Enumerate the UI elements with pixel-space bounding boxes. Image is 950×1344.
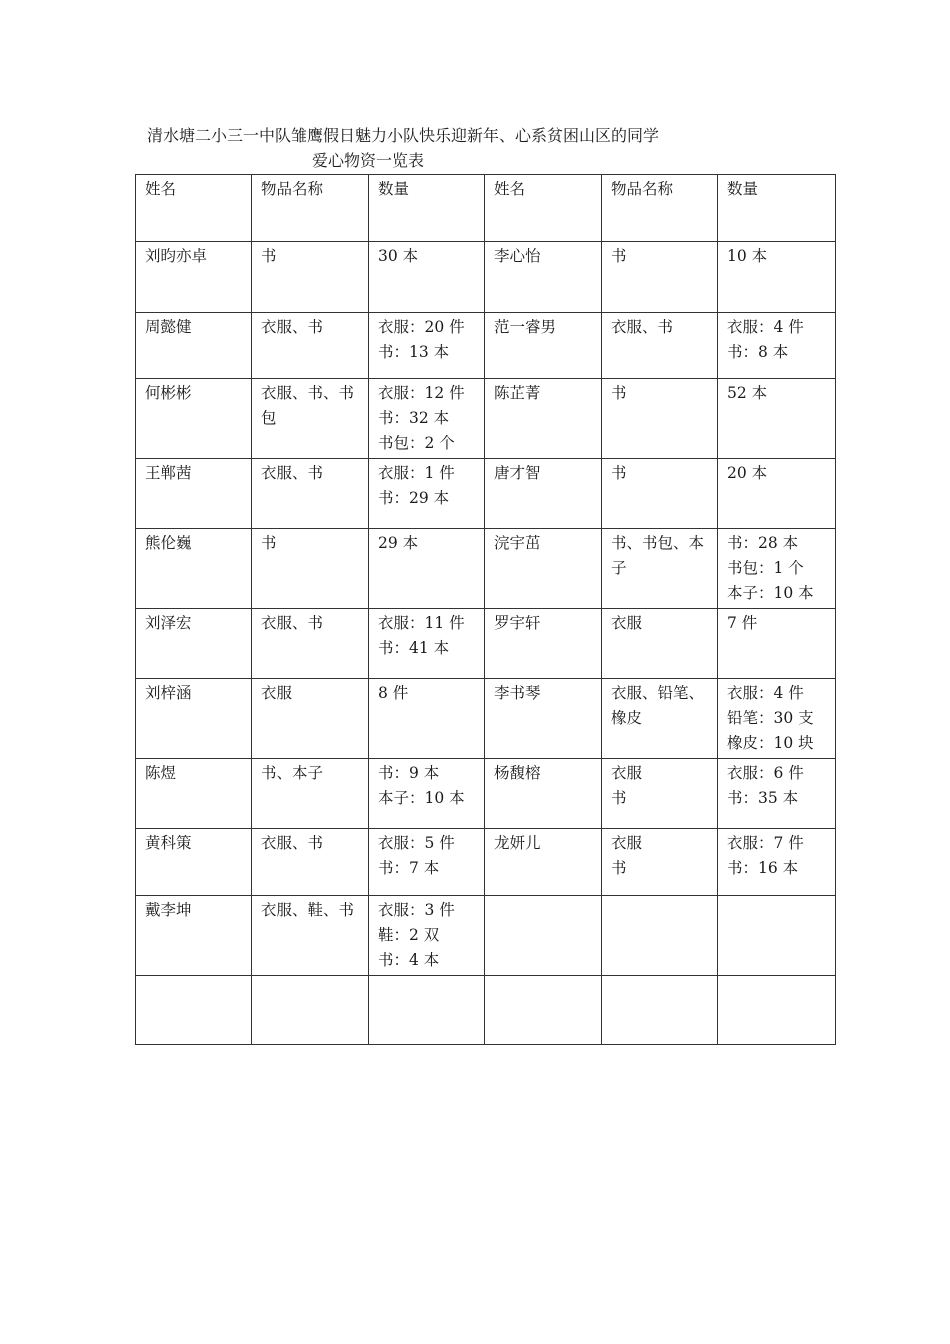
cell-text-line: 书：8 本 [727, 343, 789, 361]
cell-text-line: 8 件 [378, 684, 409, 702]
cell-text-line: 衣服 [611, 834, 643, 852]
cell-text-line: 李书琴 [494, 684, 541, 702]
cell-item [252, 829, 369, 896]
cell-text-line: 书：29 本 [378, 489, 450, 507]
cell-quantity [369, 759, 485, 829]
cell-name [136, 896, 252, 976]
table-header-row [136, 175, 836, 242]
cell-text-line: 罗宇轩 [494, 614, 541, 632]
cell-text-line: 书 [611, 384, 627, 402]
cell-text-line: 衣服、书 [611, 318, 674, 336]
cell-text-line: 何彬彬 [145, 384, 192, 402]
cell-text-line: 书：35 本 [727, 789, 799, 807]
cell-text-line: 书：9 本 [378, 764, 440, 782]
table-row [136, 829, 836, 896]
cell-text-line: 本子：10 本 [727, 584, 814, 602]
cell-quantity [369, 976, 485, 1045]
cell-item [252, 459, 369, 529]
cell-text-line: 衣服：6 件 [727, 764, 804, 782]
cell-name [136, 459, 252, 529]
header-quantity-1: 数量 [369, 175, 485, 242]
cell-text-line: 衣服、铅笔、橡皮 [611, 684, 705, 727]
table-row [136, 379, 836, 459]
cell-text-line: 衣服、书 [261, 614, 324, 632]
cell-text-line: 书：16 本 [727, 859, 799, 877]
cell-text-line: 衣服：4 件 [727, 684, 804, 702]
cell-text-line: 书 [261, 534, 277, 552]
cell-text-line: 衣服 [611, 764, 643, 782]
document-title: 清水塘二小三一中队雏鹰假日魅力小队快乐迎新年、心系贫困山区的同学 [147, 126, 660, 145]
cell-name [136, 679, 252, 759]
cell-item [602, 459, 718, 529]
cell-name [136, 829, 252, 896]
cell-name [136, 976, 252, 1045]
cell-text-line: 29 本 [378, 534, 419, 552]
cell-name [136, 313, 252, 379]
header-name-2: 姓名 [485, 175, 602, 242]
cell-item [252, 976, 369, 1045]
cell-text-line: 黄科策 [145, 834, 192, 852]
cell-name [136, 529, 252, 609]
cell-text-line: 衣服 [611, 614, 643, 632]
cell-text-line: 书：4 本 [378, 951, 440, 969]
cell-text-line: 衣服、书 [261, 318, 324, 336]
cell-quantity [718, 609, 836, 679]
cell-name [485, 609, 602, 679]
table-row [136, 459, 836, 529]
cell-text-line: 衣服：3 件 [378, 901, 455, 919]
cell-text-line: 书 [611, 247, 627, 265]
cell-item [252, 896, 369, 976]
cell-quantity [369, 896, 485, 976]
cell-text-line: 书 [611, 464, 627, 482]
cell-text-line: 书、本子 [261, 764, 324, 782]
cell-name [136, 609, 252, 679]
cell-text-line: 衣服：1 件 [378, 464, 455, 482]
cell-text-line: 衣服：5 件 [378, 834, 455, 852]
cell-text-line: 20 本 [727, 464, 768, 482]
cell-text-line: 王郸茜 [145, 464, 192, 482]
cell-text-line: 李心怡 [494, 247, 541, 265]
cell-text-line: 52 本 [727, 384, 768, 402]
cell-text-line: 衣服 [261, 684, 293, 702]
table-row [136, 529, 836, 609]
cell-text-line: 书包：1 个 [727, 559, 804, 577]
cell-text-line: 唐才智 [494, 464, 541, 482]
cell-text-line: 衣服：11 件 [378, 614, 465, 632]
cell-text-line: 鞋：2 双 [378, 926, 440, 944]
cell-item [252, 679, 369, 759]
cell-text-line: 熊伦巍 [145, 534, 192, 552]
cell-name [485, 976, 602, 1045]
cell-text-line: 衣服：20 件 [378, 318, 465, 336]
cell-item [602, 242, 718, 313]
cell-text-line: 书：41 本 [378, 639, 450, 657]
cell-item [602, 896, 718, 976]
cell-text-line: 刘昀亦卓 [145, 247, 208, 265]
cell-text-line: 陈芷菁 [494, 384, 541, 402]
cell-item [252, 529, 369, 609]
cell-quantity [369, 679, 485, 759]
cell-item [252, 609, 369, 679]
cell-quantity [718, 829, 836, 896]
cell-quantity [718, 896, 836, 976]
header-item-2: 物品名称 [602, 175, 718, 242]
cell-text-line: 杨馥榕 [494, 764, 541, 782]
cell-item [252, 379, 369, 459]
cell-item [602, 313, 718, 379]
table-row [136, 759, 836, 829]
cell-item [602, 529, 718, 609]
cell-text-line: 范一睿男 [494, 318, 557, 336]
cell-text-line: 书包：2 个 [378, 434, 455, 452]
cell-quantity [369, 459, 485, 529]
cell-quantity [718, 759, 836, 829]
cell-quantity [369, 529, 485, 609]
table-row [136, 242, 836, 313]
cell-text-line: 书 [611, 789, 627, 807]
cell-text-line: 衣服、书、书包 [261, 384, 355, 427]
cell-text-line: 10 本 [727, 247, 768, 265]
cell-quantity [718, 529, 836, 609]
cell-quantity [718, 459, 836, 529]
cell-text-line: 书 [611, 859, 627, 877]
cell-text-line: 浣宇茁 [494, 534, 541, 552]
cell-item [602, 679, 718, 759]
table-row [136, 609, 836, 679]
cell-quantity [369, 609, 485, 679]
cell-item [602, 829, 718, 896]
cell-name [136, 759, 252, 829]
cell-text-line: 衣服：7 件 [727, 834, 804, 852]
cell-name [136, 242, 252, 313]
cell-quantity [718, 379, 836, 459]
cell-item [602, 759, 718, 829]
header-item-1: 物品名称 [252, 175, 369, 242]
cell-text-line: 书：32 本 [378, 409, 450, 427]
cell-text-line: 刘泽宏 [145, 614, 192, 632]
cell-quantity [369, 379, 485, 459]
cell-item [602, 609, 718, 679]
cell-name [485, 459, 602, 529]
cell-item [602, 379, 718, 459]
cell-text-line: 龙妍儿 [494, 834, 541, 852]
cell-text-line: 铅笔：30 支 [727, 709, 814, 727]
cell-text-line: 书：13 本 [378, 343, 450, 361]
cell-quantity [718, 242, 836, 313]
cell-quantity [369, 313, 485, 379]
cell-text-line: 衣服：4 件 [727, 318, 804, 336]
table-row [136, 679, 836, 759]
cell-quantity [369, 829, 485, 896]
header-quantity-2: 数量 [718, 175, 836, 242]
cell-quantity [718, 313, 836, 379]
cell-name [485, 313, 602, 379]
cell-name [485, 379, 602, 459]
cell-name [485, 679, 602, 759]
cell-item [602, 976, 718, 1045]
table-row [136, 896, 836, 976]
cell-name [485, 759, 602, 829]
cell-text-line: 陈煜 [145, 764, 177, 782]
cell-text-line: 书、书包、本子 [611, 534, 705, 577]
cell-text-line: 戴李坤 [145, 901, 192, 919]
cell-name [485, 896, 602, 976]
cell-quantity [369, 242, 485, 313]
cell-text-line: 衣服、书 [261, 464, 324, 482]
cell-text-line: 本子：10 本 [378, 789, 465, 807]
cell-quantity [718, 679, 836, 759]
donation-table [135, 174, 836, 1045]
cell-item [252, 759, 369, 829]
cell-text-line: 周懿健 [145, 318, 192, 336]
cell-text-line: 7 件 [727, 614, 758, 632]
document-subtitle: 爱心物资一览表 [312, 151, 425, 170]
cell-text-line: 衣服、书 [261, 834, 324, 852]
cell-quantity [718, 976, 836, 1045]
cell-text-line: 书：28 本 [727, 534, 799, 552]
cell-text-line: 橡皮：10 块 [727, 734, 814, 752]
header-name-1: 姓名 [136, 175, 252, 242]
cell-item [252, 242, 369, 313]
cell-text-line: 衣服：12 件 [378, 384, 465, 402]
cell-name [485, 829, 602, 896]
table-row [136, 976, 836, 1045]
cell-text-line: 衣服、鞋、书 [261, 901, 355, 919]
cell-text-line: 30 本 [378, 247, 419, 265]
cell-text-line: 书：7 本 [378, 859, 440, 877]
cell-name [485, 242, 602, 313]
table-row [136, 313, 836, 379]
cell-text-line: 刘梓涵 [145, 684, 192, 702]
cell-item [252, 313, 369, 379]
cell-name [136, 379, 252, 459]
cell-text-line: 书 [261, 247, 277, 265]
cell-name [485, 529, 602, 609]
